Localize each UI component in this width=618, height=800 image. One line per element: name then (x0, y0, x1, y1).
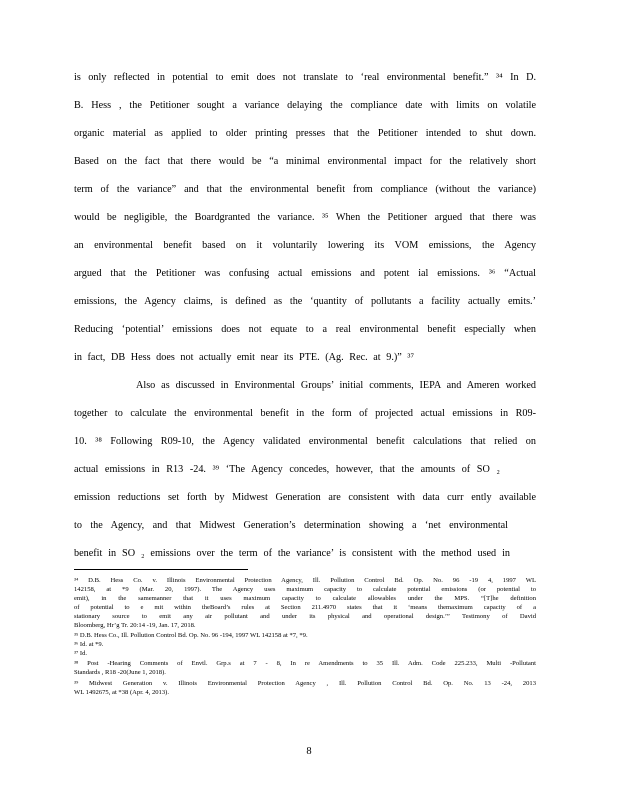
footnote-line: ³⁷ Id. (74, 650, 88, 657)
body-line: Reducing ‘potential’ emissions does not equate to a real environmental benefit especially when (74, 324, 536, 335)
footnote-line: ³⁵ D.B. Hess Co., Ill. Pollution Control Bd. Op. No. 96 -194, 1997 WL 142158 at *7, *9. (74, 632, 308, 639)
body-line: would be negligible, the Boardgranted the variance. ³⁵ When the Petitioner argued that there was (74, 212, 536, 223)
footnote-line: Bloomberg, Hr’g Tr. 20:14 -19, Jan. 17, 2018. (74, 622, 196, 629)
footnote-line: emit), in the samemanner that it uses maximum capacity to calculate allowables under the MPS. “[T]he definition (74, 595, 536, 602)
footnote-line: WL 1492675, at *38 (Apr. 4, 2013). (74, 689, 169, 696)
body-line: B. Hess , the Petitioner sought a variance delaying the compliance date with limits on volatile (74, 100, 536, 111)
footnote-line: stationary source to emit any air pollutant and under its physical and operational design.’” Testimony of David (74, 613, 536, 620)
footnote-line: Standards , R18 -20(June 1, 2018). (74, 669, 166, 676)
footnote-line: ³⁹ Midwest Generation v. Illinois Environmental Protection Agency , Ill. Pollution Control Bd. Op. No. 13 -24, 2013 (74, 680, 536, 687)
footnote-line: ³⁴ D.B. Hess Co. v. Illinois Environmental Protection Agency, Ill. Pollution Control Bd. Op. No. 96 -19 4, 1997 WL (74, 577, 536, 584)
body-line: Based on the fact that there would be “a minimal environmental impact for the relatively short (74, 156, 536, 167)
body-line: Also as discussed in Environmental Groups’ initial comments, IEPA and Ameren worked (136, 380, 536, 391)
body-line: to the Agency, and that Midwest Generation’s determination showing a ‘net environmental (74, 520, 508, 531)
body-line: is only reflected in potential to emit does not translate to ‘real environmental benefit.” ³⁴ In D. (74, 72, 536, 83)
body-line: in fact, DB Hess does not actually emit near its PTE. (Ag. Rec. at 9.)” ³⁷ (74, 352, 414, 363)
body-line: 10. ³⁸ Following R09-10, the Agency validated environmental benefit calculations that relied on (74, 436, 536, 447)
footnote-line: ³⁸ Post -Hearing Comments of Envtl. Grp.s at 7 - 8, In re Amendments to 35 Ill. Adm. Code 225.233, Multi -Pollutant (74, 660, 536, 667)
footnote-line: ³⁶ Id. at *9. (74, 641, 104, 648)
body-line: emission reductions set forth by Midwest Generation are consistent with data curr ently available (74, 492, 536, 503)
body-line: emissions, the Agency claims, is defined as the ‘quantity of pollutants a facility actually emits.’ (74, 296, 536, 307)
body-line: actual emissions in R13 -24. ³⁹ ‘The Agency concedes, however, that the amounts of SO ₂ (74, 464, 500, 475)
body-line: term of the variance” and that the environmental benefit from compliance (without the variance) (74, 184, 536, 195)
page-number: 8 (306, 746, 312, 757)
footnote-line: of potential to e mit within theBoard’s rules at Section 211.4970 states that it ‘means themaximum capacity of a (74, 604, 536, 611)
body-line: together to calculate the environmental benefit in the form of projected actual emissions in R09- (74, 408, 536, 419)
body-line: an environmental benefit based on it voluntarily lowering its VOM emissions, the Agency (74, 240, 536, 251)
body-line: benefit in SO ₂ emissions over the term of the variance’ is consistent with the method used in (74, 548, 510, 559)
footnote-line: 142158, at *9 (Mar. 20, 1997). The Agency uses maximum capacity to calculate potential emissions (or potential to (74, 586, 536, 593)
footnote-separator (74, 569, 248, 570)
body-line: argued that the Petitioner was confusing actual emissions and potent ial emissions. ³⁶ “Actual (74, 268, 536, 279)
body-line: organic material as applied to older printing presses that the Petitioner intended to shut down. (74, 128, 536, 139)
